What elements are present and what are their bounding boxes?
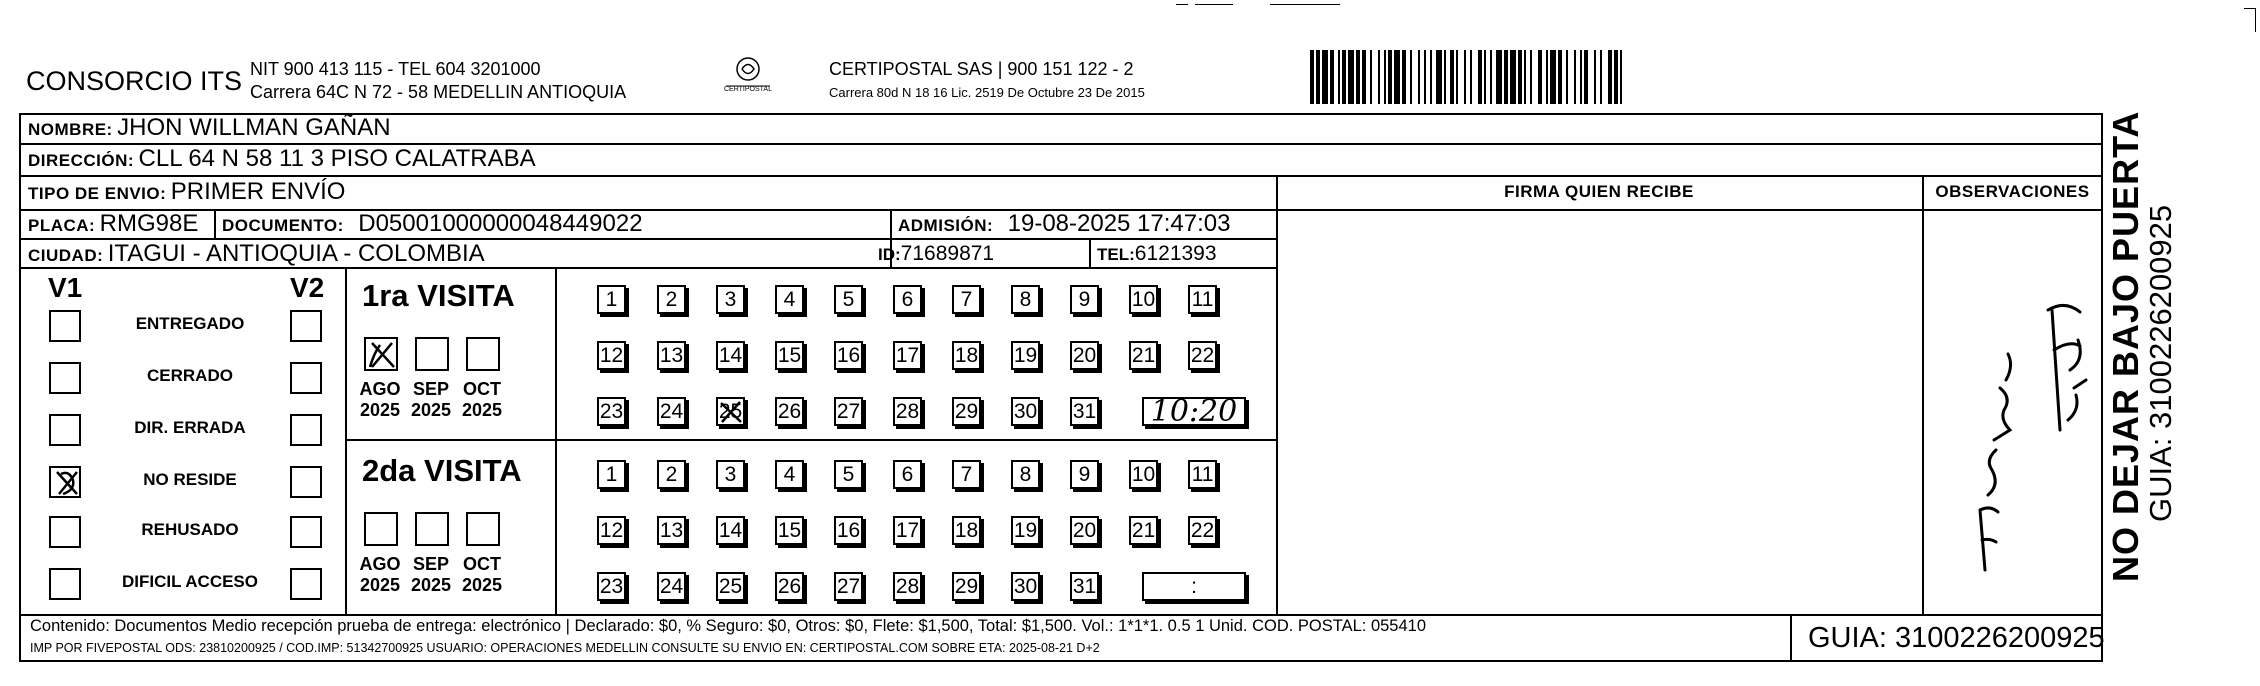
v2-checkbox[interactable] xyxy=(290,362,322,394)
day-box[interactable]: 23 xyxy=(597,572,626,601)
day-box[interactable]: 4 xyxy=(775,460,804,489)
day-box[interactable]: 3 xyxy=(716,285,745,314)
v1-checkbox[interactable] xyxy=(49,568,81,600)
day-box[interactable]: 24 xyxy=(657,397,686,426)
month-checkbox[interactable] xyxy=(364,337,398,371)
v2-checkbox[interactable] xyxy=(290,516,322,548)
day-box[interactable]: 5 xyxy=(834,460,863,489)
day-box[interactable]: 25 xyxy=(716,397,745,426)
reason-label: REHUSADO xyxy=(141,520,239,539)
handwritten-signature xyxy=(1930,270,2100,600)
day-box[interactable]: 19 xyxy=(1011,516,1040,545)
day-box[interactable]: 7 xyxy=(952,285,981,314)
v2-label: V2 xyxy=(290,272,325,303)
ciudad-value: ITAGUI - ANTIOQUIA - COLOMBIA xyxy=(107,240,485,267)
month-label: OCT 2025 xyxy=(461,554,503,595)
month-label: SEP 2025 xyxy=(410,554,452,595)
day-box[interactable]: 15 xyxy=(775,516,804,545)
footer-guia: GUIA: 3100226200925 xyxy=(1808,622,2105,654)
documento-value: D05001000000048449022 xyxy=(358,210,643,237)
reason-label: NO RESIDE xyxy=(143,470,237,489)
day-box[interactable]: 3 xyxy=(716,460,745,489)
firma-header: FIRMA QUIEN RECIBE xyxy=(1504,182,1694,201)
placa-label: PLACA: xyxy=(28,216,96,235)
day-box[interactable]: 16 xyxy=(834,341,863,370)
day-box[interactable]: 8 xyxy=(1011,460,1040,489)
month-checkbox[interactable] xyxy=(466,512,500,546)
day-box[interactable]: 28 xyxy=(893,397,922,426)
day-box[interactable]: 22 xyxy=(1188,516,1217,545)
day-box[interactable]: 15 xyxy=(775,341,804,370)
nombre-label: NOMBRE: xyxy=(28,120,113,139)
documento-label: DOCUMENTO: xyxy=(222,216,344,235)
day-box[interactable]: 27 xyxy=(834,572,863,601)
sender-address: Carrera 64C N 72 - 58 MEDELLIN ANTIOQUIA xyxy=(250,82,627,102)
month-label: AGO 2025 xyxy=(359,554,401,595)
day-box[interactable]: 31 xyxy=(1070,572,1099,601)
direccion-label: DIRECCIÓN: xyxy=(28,151,135,170)
day-box[interactable]: 27 xyxy=(834,397,863,426)
day-box[interactable]: 1 xyxy=(597,460,626,489)
id-label: ID: xyxy=(878,245,901,264)
month-label: SEP 2025 xyxy=(410,379,452,420)
footer-contenido: Contenido: Documentos Medio recepción prueba de entrega: electrónico | Declarado: $0, % Seguro: $0, Otros: $0, Flete: $1,500, Total: $1,500. Vol.: 1*1*1. 0.5 1 Unid. COD. POSTAL: 055410 xyxy=(30,617,1427,635)
direccion-value: CLL 64 N 58 11 3 PISO CALATRABA xyxy=(138,145,536,172)
day-box[interactable]: 4 xyxy=(775,285,804,314)
day-box[interactable]: 9 xyxy=(1070,285,1099,314)
day-box[interactable]: 18 xyxy=(952,341,981,370)
day-box[interactable]: 6 xyxy=(893,285,922,314)
day-box[interactable]: 25 xyxy=(716,572,745,601)
day-box[interactable]: 9 xyxy=(1070,460,1099,489)
day-box[interactable]: 17 xyxy=(893,341,922,370)
v1-checkbox[interactable] xyxy=(49,362,81,394)
month-checkbox[interactable] xyxy=(415,337,449,371)
courier-name-nit: CERTIPOSTAL SAS | 900 151 122 - 2 xyxy=(829,59,1134,79)
day-box[interactable]: 7 xyxy=(952,460,981,489)
v1-checkbox[interactable] xyxy=(49,466,81,498)
side-guia: GUIA: 3100226200925 xyxy=(2143,204,2178,522)
footer-imp: IMP POR FIVEPOSTAL ODS: 23810200925 / COD.IMP: 51342700925 USUARIO: OPERACIONES MEDELLIN CONSULTE SU ENVIO EN: CERTIPOSTAL.COM SOBRE ETA: 2025-08-21 D+2 xyxy=(30,641,1100,655)
day-box[interactable]: 20 xyxy=(1070,516,1099,545)
admision-value: 19-08-2025 17:47:03 xyxy=(1007,210,1231,237)
day-box[interactable]: 19 xyxy=(1011,341,1040,370)
reason-label: ENTREGADO xyxy=(135,314,245,333)
day-box[interactable]: 30 xyxy=(1011,397,1040,426)
day-box[interactable]: 30 xyxy=(1011,572,1040,601)
v2-checkbox[interactable] xyxy=(290,414,322,446)
admision-label: ADMISIÓN: xyxy=(898,216,994,235)
id-value: 71689871 xyxy=(900,242,995,265)
day-box[interactable]: 5 xyxy=(834,285,863,314)
day-box[interactable]: 10 xyxy=(1129,460,1158,489)
tipo-envio-value: PRIMER ENVÍO xyxy=(170,178,346,205)
day-box[interactable]: 26 xyxy=(775,572,804,601)
day-box[interactable]: 2 xyxy=(657,285,686,314)
day-box[interactable]: 16 xyxy=(834,516,863,545)
time-box[interactable]: : xyxy=(1142,572,1246,601)
day-box[interactable]: 2 xyxy=(657,460,686,489)
v1-checkbox[interactable] xyxy=(49,310,81,342)
v1-checkbox[interactable] xyxy=(49,516,81,548)
nombre-value: JHON WILLMAN GAÑAN xyxy=(117,114,391,141)
day-box[interactable]: 11 xyxy=(1188,285,1217,314)
day-box[interactable]: 12 xyxy=(597,516,626,545)
reason-label: CERRADO xyxy=(147,366,233,385)
v1-checkbox[interactable] xyxy=(49,414,81,446)
time-box[interactable]: 10:20 xyxy=(1142,397,1246,426)
day-box[interactable]: 20 xyxy=(1070,341,1099,370)
day-box[interactable]: 1 xyxy=(597,285,626,314)
day-box[interactable]: 13 xyxy=(657,516,686,545)
day-box[interactable]: 21 xyxy=(1129,516,1158,545)
observaciones-header: OBSERVACIONES xyxy=(1935,182,2090,201)
day-box[interactable]: 23 xyxy=(597,397,626,426)
day-box[interactable]: 17 xyxy=(893,516,922,545)
day-box[interactable]: 28 xyxy=(893,572,922,601)
v2-checkbox[interactable] xyxy=(290,568,322,600)
day-box[interactable]: 6 xyxy=(893,460,922,489)
sender-nit-tel: NIT 900 413 115 - TEL 604 3201000 xyxy=(250,59,541,79)
day-box[interactable]: 31 xyxy=(1070,397,1099,426)
certipostal-logo xyxy=(718,56,778,96)
day-box[interactable]: 14 xyxy=(716,341,745,370)
barcode xyxy=(1308,50,1950,104)
reason-label: DIFICIL ACCESO xyxy=(121,572,258,591)
day-box[interactable]: 29 xyxy=(952,397,981,426)
day-box[interactable]: 14 xyxy=(716,516,745,545)
day-box[interactable]: 18 xyxy=(952,516,981,545)
month-checkbox[interactable] xyxy=(364,512,398,546)
reason-label: DIR. ERRADA xyxy=(134,418,246,437)
ciudad-label: CIUDAD: xyxy=(28,246,104,265)
tipo-envio-label: TIPO DE ENVIO: xyxy=(28,184,167,203)
visit-title: 2da VISITA xyxy=(362,453,522,488)
day-box[interactable]: 8 xyxy=(1011,285,1040,314)
side-warning: NO DEJAR BAJO PUERTA xyxy=(2105,110,2146,582)
day-box[interactable]: 22 xyxy=(1188,341,1217,370)
day-box[interactable]: 24 xyxy=(657,572,686,601)
day-box[interactable]: 21 xyxy=(1129,341,1158,370)
month-checkbox[interactable] xyxy=(415,512,449,546)
month-label: AGO 2025 xyxy=(359,379,401,420)
day-box[interactable]: 26 xyxy=(775,397,804,426)
tel-label: TEL: xyxy=(1097,245,1135,264)
v2-checkbox[interactable] xyxy=(290,310,322,342)
visit-title: 1ra VISITA xyxy=(362,278,515,313)
day-box[interactable]: 12 xyxy=(597,341,626,370)
v1-label: V1 xyxy=(48,272,83,303)
courier-license: Carrera 80d N 18 16 Lic. 2519 De Octubre 23 De 2015 xyxy=(829,85,1145,100)
month-checkbox[interactable] xyxy=(466,337,500,371)
certipostal-logo-text: CERTIPOSTAL xyxy=(724,86,772,93)
day-box[interactable]: 11 xyxy=(1188,460,1217,489)
sender-name: CONSORCIO ITS xyxy=(26,66,243,96)
placa-value: RMG98E xyxy=(99,210,199,237)
day-box[interactable]: 13 xyxy=(657,341,686,370)
tel-value: 6121393 xyxy=(1134,242,1217,265)
month-label: OCT 2025 xyxy=(461,379,503,420)
day-box[interactable]: 10 xyxy=(1129,285,1158,314)
v2-checkbox[interactable] xyxy=(290,466,322,498)
day-box[interactable]: 29 xyxy=(952,572,981,601)
